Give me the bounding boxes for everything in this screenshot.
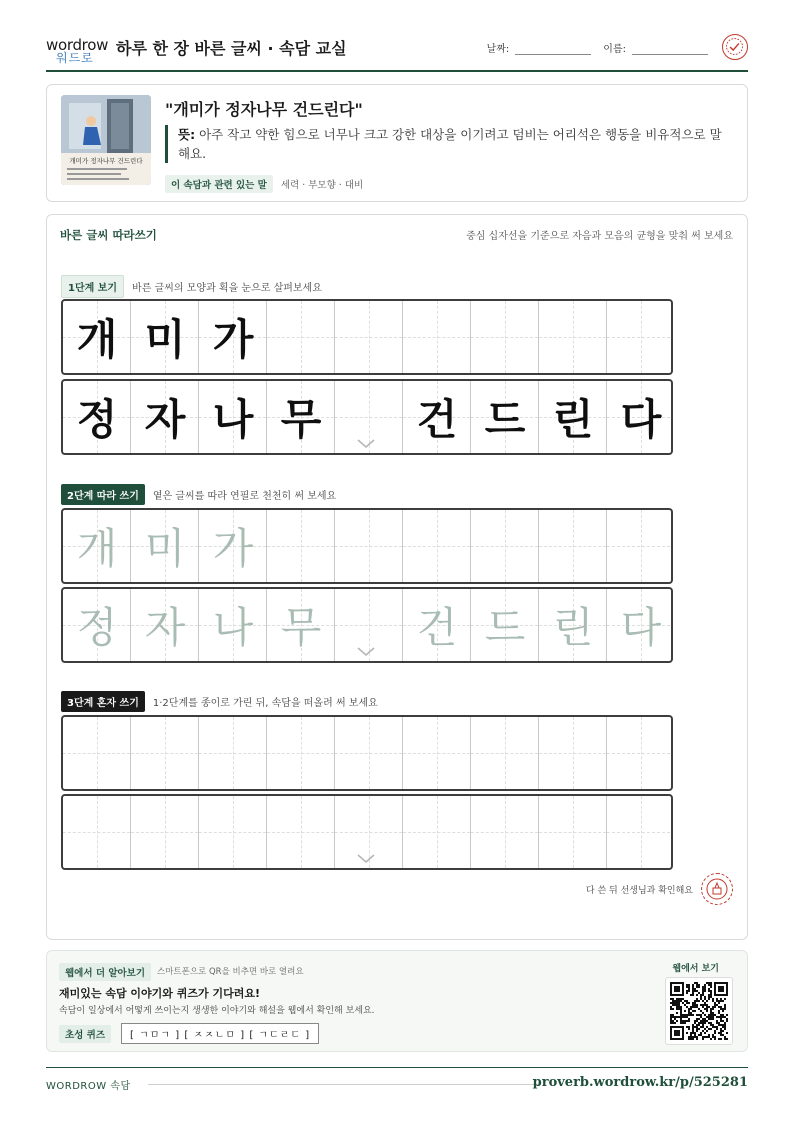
logo-subtext: 워드로 [56, 51, 94, 65]
grid-cell [63, 381, 131, 453]
good-job-stamp-icon [701, 873, 733, 905]
grid-cell[interactable] [403, 510, 471, 582]
quiz-answer-box[interactable]: [ ㄱㅁㄱ ] [ ㅈㅈㄴㅁ ] [ ㄱㄷㄹㄷ ] [121, 1023, 319, 1044]
syllable [267, 510, 335, 582]
chosung-quiz [59, 1023, 319, 1044]
grid-cell[interactable] [131, 589, 199, 661]
syllable: 개 [76, 315, 118, 364]
syllable: 다 [620, 395, 662, 444]
proverb-illustration [61, 95, 151, 185]
syllable: 린 [552, 395, 594, 444]
grid-cell[interactable] [335, 510, 403, 582]
grid-cell [335, 301, 403, 373]
syllable [335, 301, 403, 373]
web-promo [46, 950, 748, 1052]
page-footer [46, 1067, 748, 1097]
grid-cell [267, 381, 335, 453]
syllable [267, 301, 335, 373]
grid-cell[interactable] [403, 589, 471, 661]
grid-cell[interactable] [267, 717, 335, 789]
date-label: 날짜: [486, 44, 510, 55]
writing-grid [63, 301, 671, 373]
grid-cell[interactable] [471, 589, 539, 661]
practice-section [46, 214, 748, 940]
name-line [632, 43, 708, 55]
grid-cell[interactable] [607, 510, 673, 582]
meaning-text: 아주 작고 약한 힘으로 너무나 크고 강한 대상을 이기려고 덤비는 어리석은 행동을 비유적으로 말해요. [178, 127, 722, 161]
syllable: 드 [484, 395, 526, 444]
trace-row-2[interactable] [61, 587, 673, 663]
web-tag: 웹에서 더 알아보기 [59, 963, 151, 981]
footer-url-link[interactable]: proverb.wordrow.kr/p/525281 [532, 1075, 748, 1090]
grid-cell[interactable] [607, 796, 673, 868]
grid-cell [471, 301, 539, 373]
grid-cell[interactable] [131, 796, 199, 868]
check-stamp-icon [722, 34, 748, 60]
step-2-badge: 2단계 따라 쓰기 [61, 484, 145, 505]
grid-cell [63, 301, 131, 373]
syllable: 나 [212, 395, 254, 444]
syllable: 다 [620, 603, 662, 652]
trace-row-1[interactable] [61, 508, 673, 584]
practice-title: 바른 글씨 따라쓰기 [60, 228, 157, 242]
related-words [165, 175, 363, 193]
grid-cell[interactable] [63, 717, 131, 789]
related-list: 세력 · 부모향 · 대비 [280, 180, 364, 191]
grid-cell[interactable] [403, 796, 471, 868]
proverb-meaning [165, 125, 727, 163]
syllable: 건 [416, 395, 458, 444]
grid-cell[interactable] [63, 510, 131, 582]
grid-cell [539, 381, 607, 453]
grid-cell[interactable] [335, 717, 403, 789]
grid-cell[interactable] [199, 796, 267, 868]
grid-cell[interactable] [267, 510, 335, 582]
qr-title: 웹에서 보기 [672, 964, 719, 974]
footer-divider [148, 1084, 540, 1085]
syllable: 미 [144, 315, 186, 364]
grid-cell[interactable] [131, 717, 199, 789]
grid-cell [539, 301, 607, 373]
grid-cell[interactable] [539, 717, 607, 789]
model-row-1 [61, 299, 673, 375]
teacher-check [586, 873, 733, 905]
writing-grid [63, 510, 671, 582]
grid-cell [131, 301, 199, 373]
proverb-card [46, 84, 748, 202]
syllable: 정 [76, 603, 118, 652]
step-2-desc: 옅은 글씨를 따라 연필로 천천히 써 보세요 [152, 491, 337, 502]
related-label: 이 속담과 관련 있는 말 [165, 175, 273, 193]
teacher-check-text: 다 쓴 뒤 선생님과 확인해요 [585, 885, 693, 896]
grid-cell [199, 381, 267, 453]
name-label: 이름: [603, 44, 626, 55]
chevron-down-icon [357, 647, 375, 657]
syllable: 무 [280, 603, 322, 652]
page-header [46, 30, 748, 72]
check-stamp-graphic [723, 35, 746, 58]
grid-cell[interactable] [131, 510, 199, 582]
syllable [607, 510, 673, 582]
grid-cell[interactable] [267, 796, 335, 868]
grid-cell[interactable] [471, 796, 539, 868]
worksheet-meta [487, 40, 708, 55]
step-3-badge: 3단계 혼자 쓰기 [61, 691, 145, 712]
grid-cell[interactable] [199, 510, 267, 582]
grid-cell[interactable] [471, 717, 539, 789]
syllable: 무 [280, 395, 322, 444]
syllable [539, 510, 607, 582]
meaning-label: 뜻: [178, 127, 196, 142]
wordrow-logo [46, 36, 109, 65]
name-field[interactable] [603, 40, 708, 55]
grid-cell[interactable] [539, 796, 607, 868]
syllable [335, 510, 403, 582]
grid-cell[interactable] [63, 796, 131, 868]
step-3 [61, 691, 378, 712]
good-job-stamp-graphic [702, 874, 732, 904]
qr-code-graphic [670, 982, 728, 1040]
syllable: 드 [484, 603, 526, 652]
step-3-desc: 1·2단계를 종이로 가린 뒤, 속담을 떠올려 써 보세요 [152, 698, 378, 709]
grid-cell [131, 381, 199, 453]
date-line [515, 43, 591, 55]
proverb-title: "개미가 정자나무 건드린다" [165, 100, 363, 119]
grid-cell[interactable] [539, 510, 607, 582]
grid-cell[interactable] [607, 717, 673, 789]
syllable: 정 [76, 395, 118, 444]
syllable: 가 [212, 315, 254, 364]
syllable [539, 301, 607, 373]
grid-cell[interactable] [607, 589, 673, 661]
date-field[interactable] [487, 40, 592, 55]
grid-cell [471, 381, 539, 453]
syllable: 자 [144, 395, 186, 444]
syllable [403, 301, 471, 373]
step-1 [61, 275, 322, 298]
free-write-row-1[interactable] [61, 715, 673, 791]
illustration-graphic [61, 95, 151, 185]
grid-cell[interactable] [63, 589, 131, 661]
grid-cell[interactable] [471, 510, 539, 582]
footer-brand: WORDROW 속담 [46, 1081, 131, 1092]
qr-code-icon[interactable] [665, 977, 733, 1045]
illustration-caption: 개미가 정자나무 건드린다 [69, 157, 143, 165]
grid-cell[interactable] [199, 717, 267, 789]
grid-cell [199, 301, 267, 373]
syllable: 건 [416, 603, 458, 652]
syllable [471, 510, 539, 582]
step-2 [61, 484, 336, 505]
grid-cell[interactable] [403, 717, 471, 789]
syllable: 나 [212, 603, 254, 652]
grid-cell [607, 381, 673, 453]
syllable [403, 510, 471, 582]
syllable: 가 [212, 524, 254, 573]
chevron-down-icon [357, 854, 375, 864]
grid-cell [403, 381, 471, 453]
web-body: 속담이 일상에서 어떻게 쓰이는지 생생한 이야기와 해설을 웹에서 확인해 보세요. [59, 1006, 375, 1016]
writing-grid [63, 717, 671, 789]
free-write-row-2[interactable] [61, 794, 673, 870]
grid-cell[interactable] [539, 589, 607, 661]
model-row-2 [61, 379, 673, 455]
syllable [607, 301, 673, 373]
grid-cell [403, 301, 471, 373]
step-1-badge: 1단계 보기 [61, 275, 124, 298]
grid-cell[interactable] [199, 589, 267, 661]
syllable: 개 [76, 524, 118, 573]
syllable [471, 301, 539, 373]
page-title: 하루 한 장 바른 글씨 · 속담 교실 [116, 39, 347, 58]
web-hint: 스마트폰으로 QR을 비추면 바로 열려요 [157, 967, 304, 977]
quiz-label: 초성 퀴즈 [59, 1025, 111, 1043]
grid-cell [267, 301, 335, 373]
web-headline: 재미있는 속담 이야기와 퀴즈가 기다려요! [59, 987, 260, 1000]
grid-cell [607, 301, 673, 373]
step-1-desc: 바른 글씨의 모양과 획을 눈으로 살펴보세요 [132, 283, 322, 294]
practice-note: 중심 십자선을 기준으로 자음과 모음의 균형을 맞춰 써 보세요 [466, 231, 733, 242]
syllable: 미 [144, 524, 186, 573]
logo-text: wordrow [46, 36, 109, 54]
syllable: 린 [552, 603, 594, 652]
grid-cell[interactable] [267, 589, 335, 661]
chevron-down-icon [357, 439, 375, 449]
syllable: 자 [144, 603, 186, 652]
